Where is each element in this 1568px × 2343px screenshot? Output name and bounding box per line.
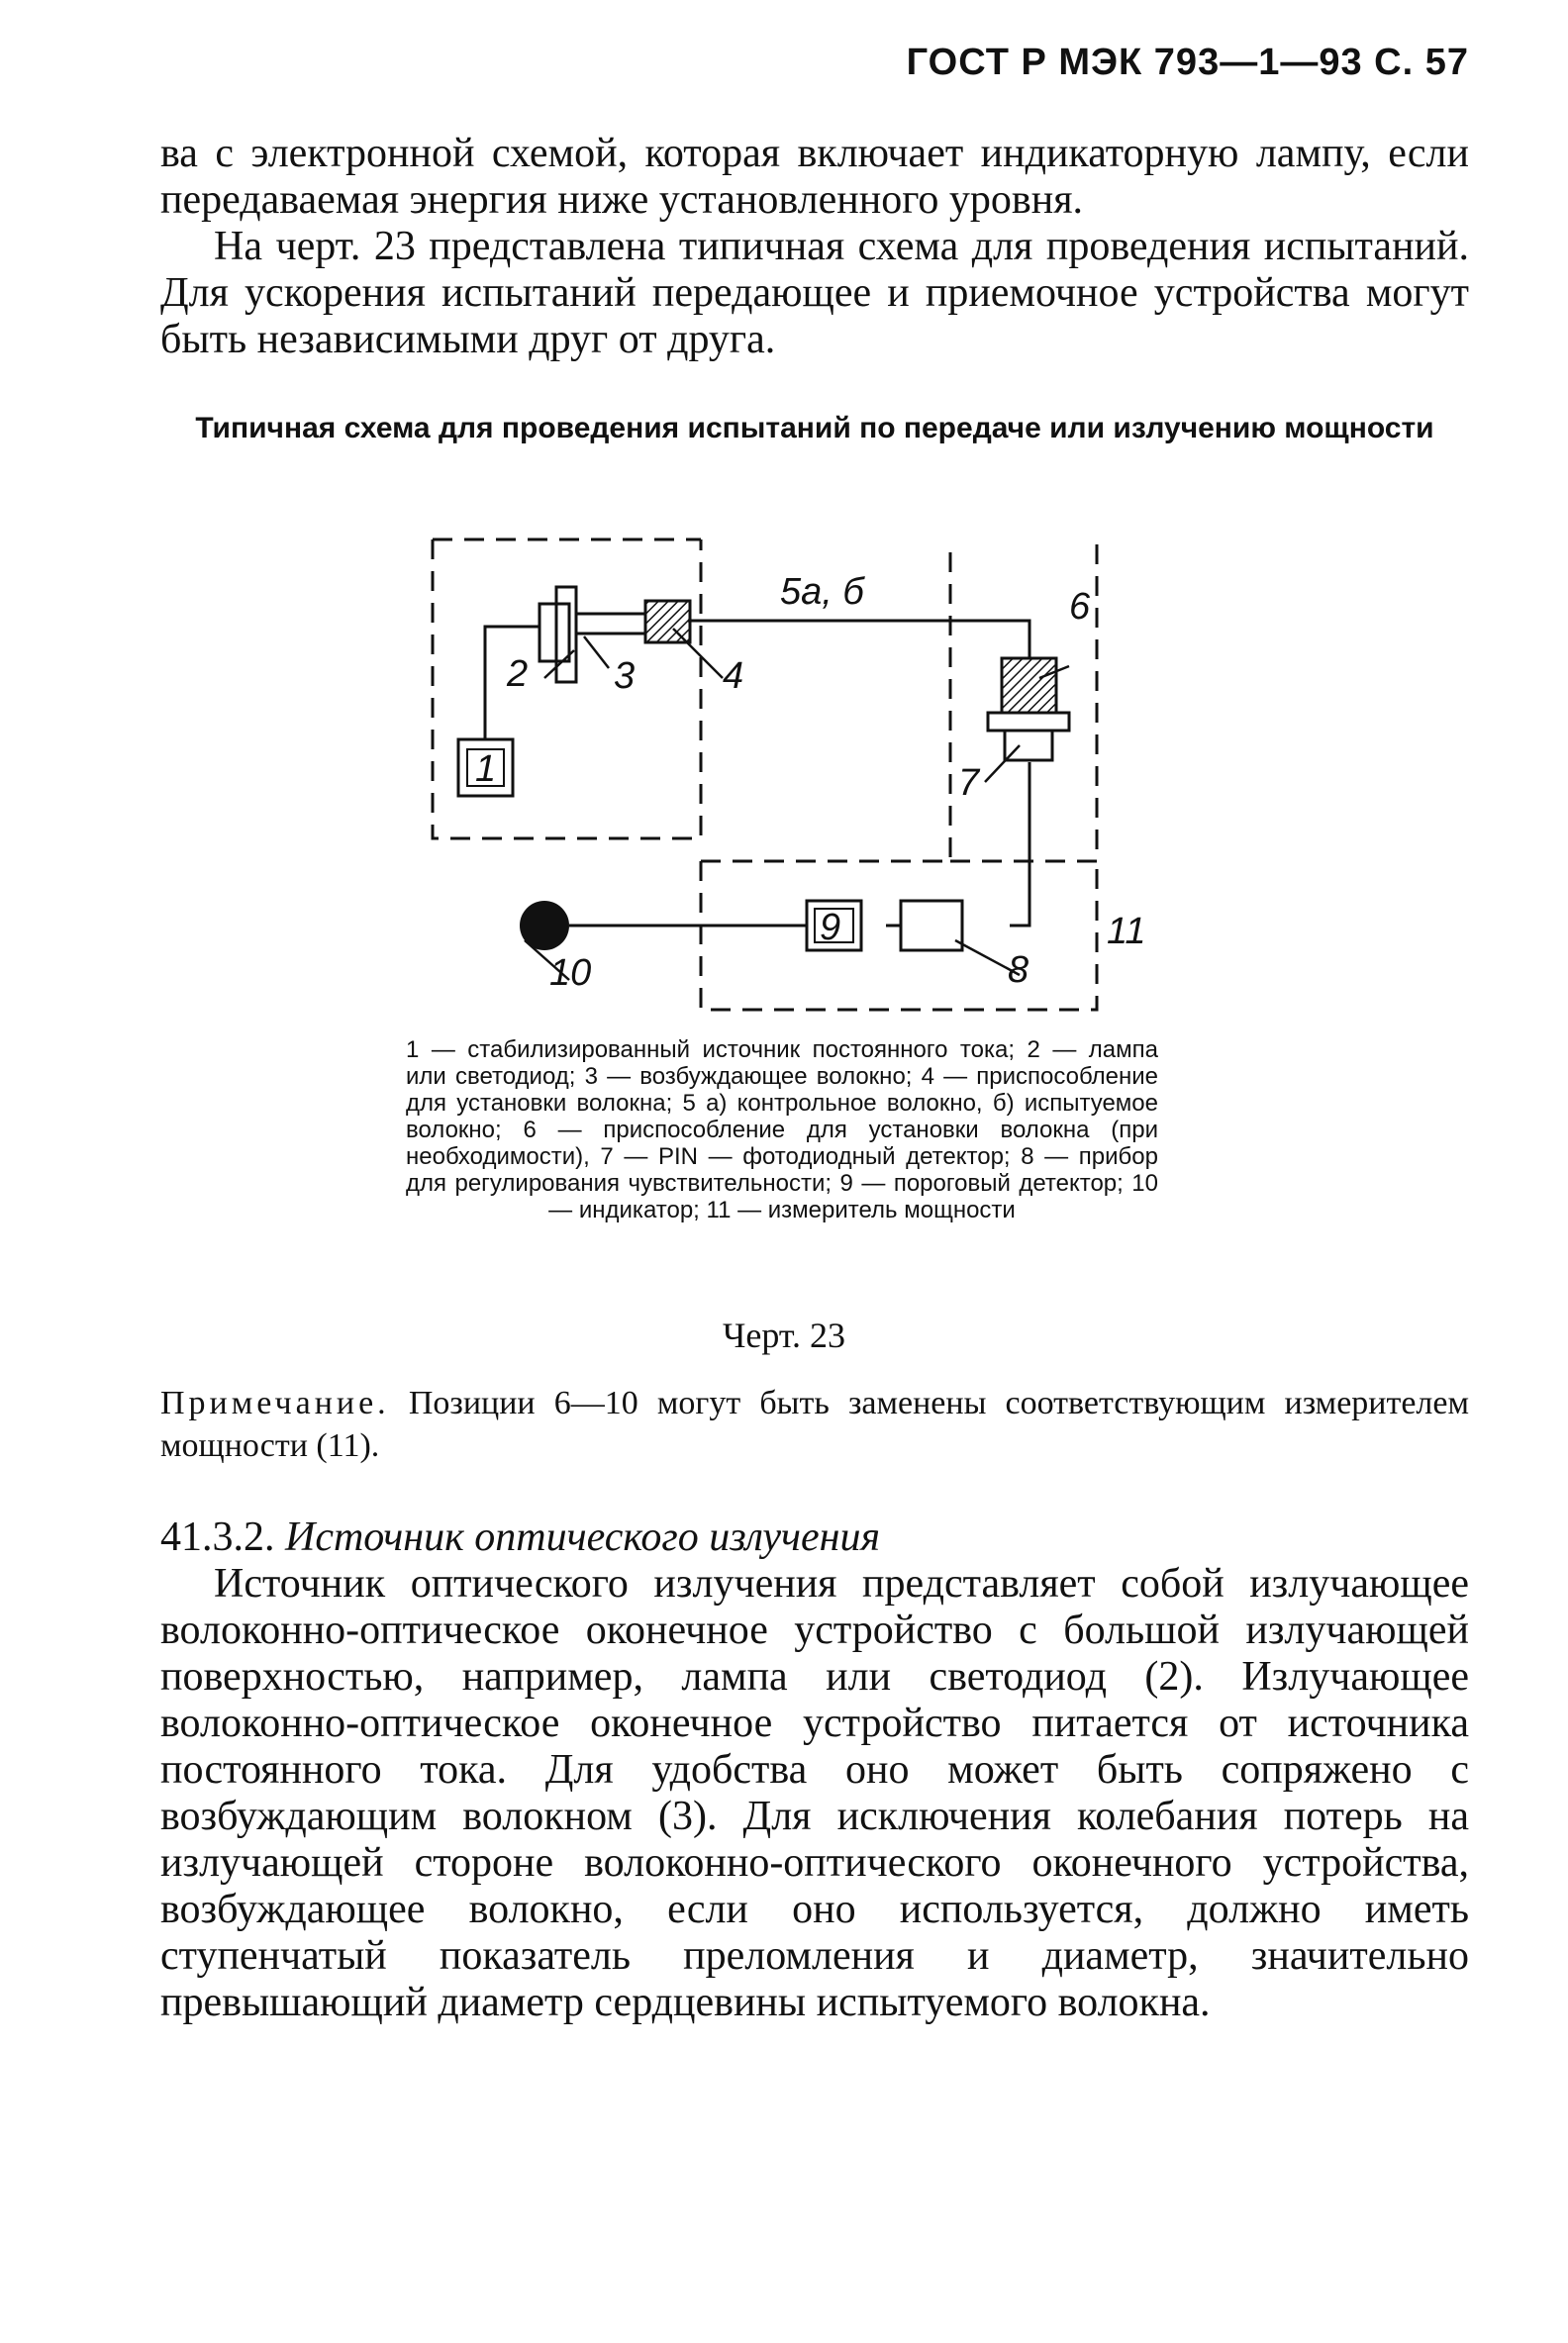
figure-caption: Черт. 23 <box>723 1316 845 1355</box>
label-9: 9 <box>820 907 841 948</box>
label-3: 3 <box>614 655 636 697</box>
label-6: 6 <box>1069 586 1091 628</box>
figure-legend: 1 — стабилизированный источник постоянного тока; 2 — лампа или светодиод; 3 — возбуждающее волокно; 4 — приспособление для установки волокна; 5 а) контрольное волокно, б) испытуемое волокно; 6 — приспособление для установки волокна (при необходимости), 7 — PIN — фотодиодный детектор; 8 — прибор для регулирования чувствительности; 9 — пороговый детектор; 10 — индикатор; 11 — измеритель мощности <box>406 1036 1158 1223</box>
detector-wire <box>1010 762 1029 926</box>
figure-title: Типичная схема для проведения испытаний по передаче или излучению мощности <box>195 412 1434 444</box>
section-number: 41.3.2. <box>160 1514 275 1560</box>
section-heading <box>160 1514 880 1561</box>
test-scheme-diagram <box>396 520 1168 1015</box>
block-7-pin-detector <box>988 713 1069 731</box>
label-5: 5а, б <box>780 571 864 613</box>
label-10: 10 <box>549 952 592 994</box>
label-2: 2 <box>507 653 529 695</box>
section-paragraph: Источник оптического излучения представляет собой излучающее волоконно-оптическое оконечное устройство с большой излучающей поверхностью, например, лампа или светодиод (2). Излучающее волоконно-оптическое оконечное устройство питается от источника постоянного тока. Для удобства оно может быть сопряжено с возбуждающим волокном (3). Для исключения колебания потерь на излучающей стороне волоконно-оптического оконечного устройства, возбуждающее волокно, если оно используется, должно иметь ступенчатый показатель преломления и диаметр, значительно превышающий диаметр сердцевины испытуемого волокна. <box>160 1561 1469 2025</box>
note-text: Позиции 6—10 могут быть заменены соответствующим измерителем мощности (11). <box>160 1385 1469 1464</box>
section-title: Источник оптического излучения <box>285 1514 881 1560</box>
note <box>160 1382 1469 1467</box>
block-6-fiber-holder <box>1002 658 1056 713</box>
intro-text <box>160 131 1469 363</box>
label-8: 8 <box>1008 949 1029 991</box>
block-4-fiber-holder <box>645 601 690 642</box>
meter-enclosure-11 <box>701 544 1097 1010</box>
label-1: 1 <box>475 748 497 790</box>
label-11: 11 <box>1107 911 1146 952</box>
intro-paragraph-2: На черт. 23 представлена типичная схема для проведения испытаний. Для ускорения испытаний передающее и приемочное устройства могут быть независимыми друг от друга. <box>160 224 1469 362</box>
note-label: Примечание. <box>160 1385 390 1421</box>
source-enclosure <box>433 539 701 838</box>
intro-paragraph-1: ва с электронной схемой, которая включает индикаторную лампу, если передаваемая энергия ниже установленного уровня. <box>160 131 1469 223</box>
label-7: 7 <box>958 762 980 804</box>
block-8-sensitivity <box>901 901 962 950</box>
block-2-lamp <box>539 604 569 661</box>
block-3-launch-fiber <box>576 614 645 634</box>
section-text <box>160 1561 1469 2026</box>
fiber-line <box>688 621 1029 658</box>
page-header: ГОСТ Р МЭК 793—1—93 С. 57 <box>906 42 1469 83</box>
label-4: 4 <box>723 655 744 697</box>
